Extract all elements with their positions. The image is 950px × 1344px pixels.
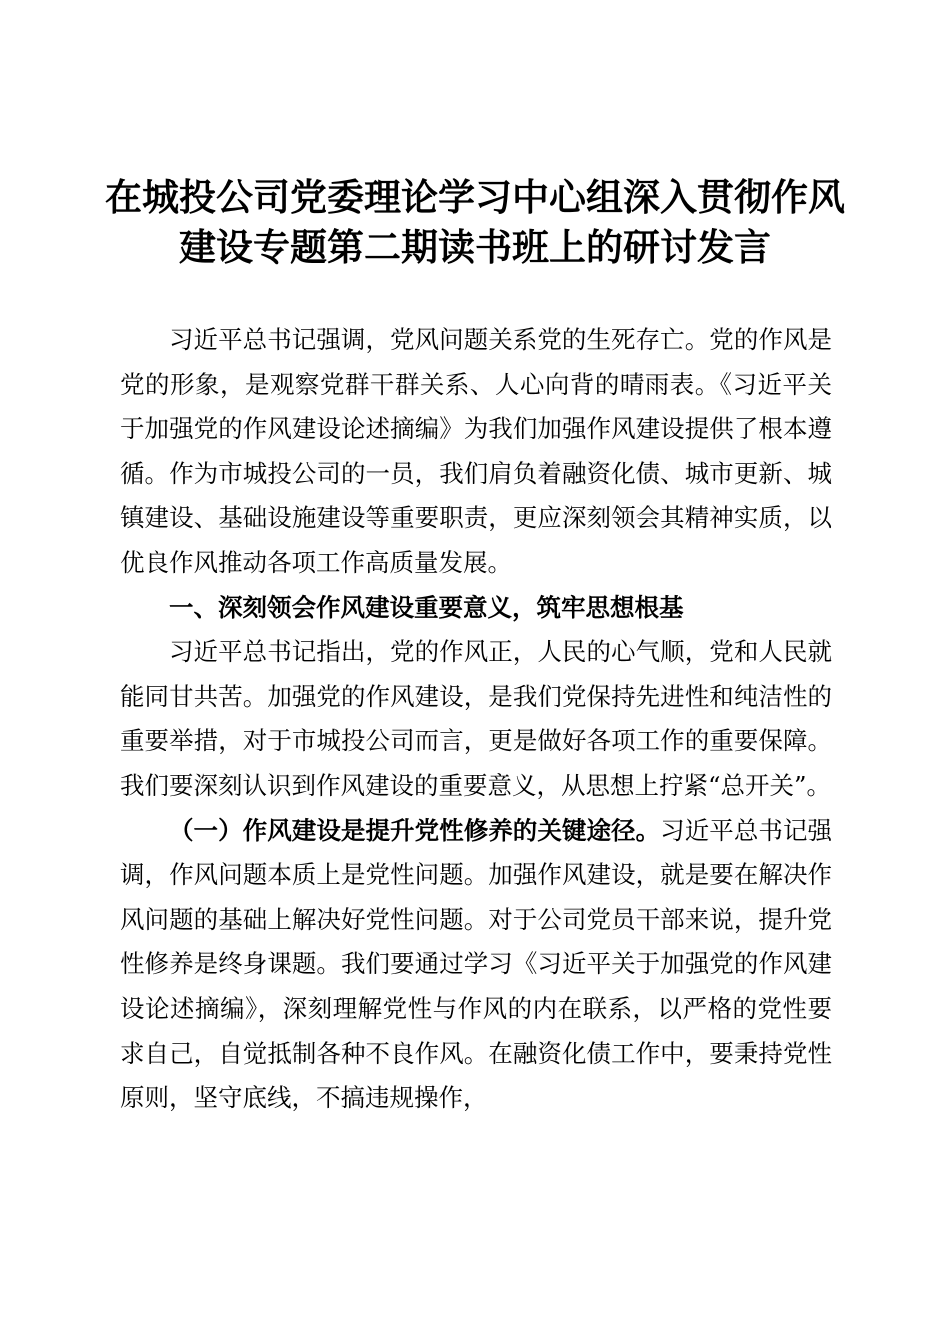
- document-body: [120, 318, 832, 1121]
- intro-paragraph: 习近平总书记强调，党风问题关系党的生死存亡。党的作风是党的形象，是观察党群干群关系、人心向背的晴雨表。《习近平关于加强党的作风建设论述摘编》为我们加强作风建设提供了根本遵循。作为市城投公司的一员，我们肩负着融资化债、城市更新、城镇建设、基础设施建设等重要职责，更应深刻领会其精神实质，以优良作风推动各项工作高质量发展。: [120, 325, 832, 577]
- section-1-paragraph: 习近平总书记指出，党的作风正，人民的心气顺，党和人民就能同甘共苦。加强党的作风建设，是我们党保持先进性和纯洁性的重要举措，对于市城投公司而言，更是做好各项工作的重要保障。我们要深刻认识到作风建设的重要意义，从思想上拧紧“总开关”。: [120, 637, 832, 800]
- document-title: [100, 172, 850, 272]
- subsection-1-paragraph: [120, 809, 832, 1121]
- subsection-1-lead: （一）作风建设是提升党性修养的关键途径。: [169, 815, 661, 845]
- subsection-1-text: 习近平总书记强调，作风问题本质上是党性问题。加强作风建设，就是要在解决作风问题的基础上解决好党性问题。对于公司党员干部来说，提升党性修养是终身课题。我们要通过学习《习近平关于加强党的作风建设论述摘编》，深刻理解党性与作风的内在联系，以严格的党性要求自己，自觉抵制各种不良作风。在融资化债工作中，要秉持党性原则，坚守底线，不搞违规操作，: [120, 815, 833, 1113]
- title-line-2: 建设专题第二期读书班上的研讨发言: [179, 225, 771, 269]
- section-1-heading: 一、深刻领会作风建设重要意义，筑牢思想根基: [169, 592, 684, 622]
- title-line-1: 在城投公司党委理论学习中心组深入贯彻作风: [105, 175, 845, 219]
